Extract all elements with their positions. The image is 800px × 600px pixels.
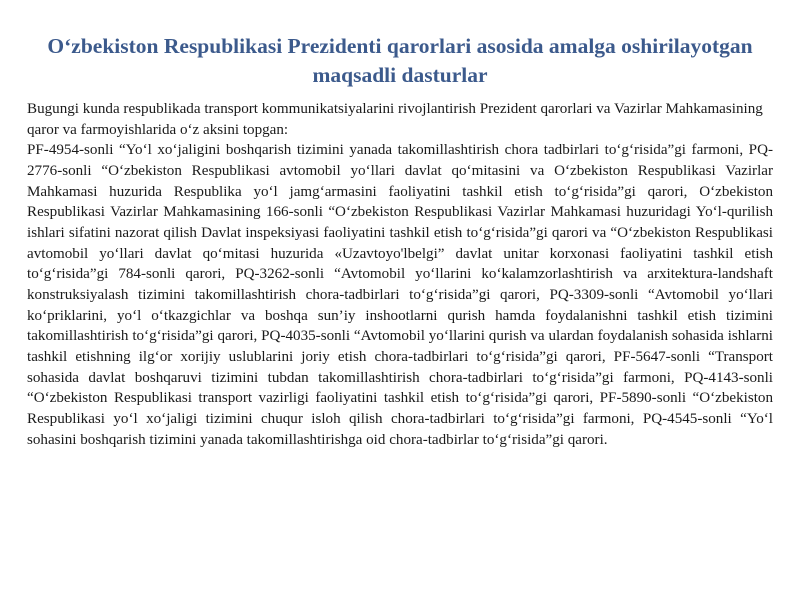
intro-paragraph: Bugungi kunda respublikada transport kommunikatsiyalarini rivojlantirish Prezident qarorlari va Vazirlar Mahkamasining qaror va farmoyishlarida o‘z aksini topgan:	[27, 101, 763, 138]
decrees-paragraph: PF-4954-sonli “Yo‘l xo‘jaligini boshqarish tizimini yanada takomillashtirish chora tadbirlari to‘g‘risida”gi farmoni, PQ-2776-sonli “O‘zbekiston Respublikasi avtomobil yo‘llari davlat qo‘mitasini va O‘zbekiston Respublikasi Vazirlar Mahkamasi huzurida Respublika yo‘l jamg‘armasini faoliyatini tashkil etish to‘g‘risida”gi qarori, O‘zbekiston Respublikasi Vazirlar Mahkamasining 166-sonli “O‘zbekiston Respublikasi Vazirlar Mahkamasi huzuridagi Yo‘l-qurilish ishlari sifatini nazorat qilish Davlat inspeksiyasi faoliyatini tashkil etish to‘g‘risida”gi qarori va “O‘zbekiston Respublikasi avtomobil yo‘llari davlat qo‘mitasi huzurida «Uzavtoyo'lbelgi” davlat unitar korxonasi faoliyatini tashkil etish to‘g‘risida”gi 784-sonli qarori, PQ-3262-sonli “Avtomobil yo‘llarini ko‘kalamzorlashtirish va arxitektura-landshaft konstruksiyalash tizimini takomillashtirish chora-tadbirlari to‘g‘risida”gi qarori, PQ-3309-sonli “Avtomobil yo‘llari ko‘priklarini, yo‘l o‘tkazgichlar va boshqa sun’iy inshootlarni qurish hamda foydalanishni tashkil etish tizimini takomillashtirish to‘g‘risida”gi qarori, PQ-4035-sonli “Avtomobil yo‘llarini qurish va ulardan foydalanish sohasida ishlarni tashkil etishning ilg‘or xorijiy uslublarini joriy etish chora-tadbirlari to‘g‘risida”gi qarori, PF-5647-sonli “Transport sohasida davlat boshqaruvi tizimini tubdan takomillashtirish chora-tadbirlari to‘g‘risida”gi farmoni, PQ-4143-sonli “O‘zbekiston Respublikasi transport vazirligi faoliyatini tashkil etish to‘g‘risida”gi qarori, PF-5890-sonli “O‘zbekiston Respublikasi yo‘l xo‘jaligi tizimini chuqur isloh qilish chora-tadbirlari to‘g‘risida”gi farmoni, PQ-4545-sonli “Yo‘l sohasini boshqarish tizimini yanada takomillashtirishga oid chora-tadbirlar to‘g‘risida”gi qarori.	[27, 142, 773, 448]
slide-title: O‘zbekiston Respublikasi Prezidenti qarorlari asosida amalga oshirilayotgan maqsadli dasturlar	[47, 34, 753, 87]
slide-body	[27, 99, 773, 450]
